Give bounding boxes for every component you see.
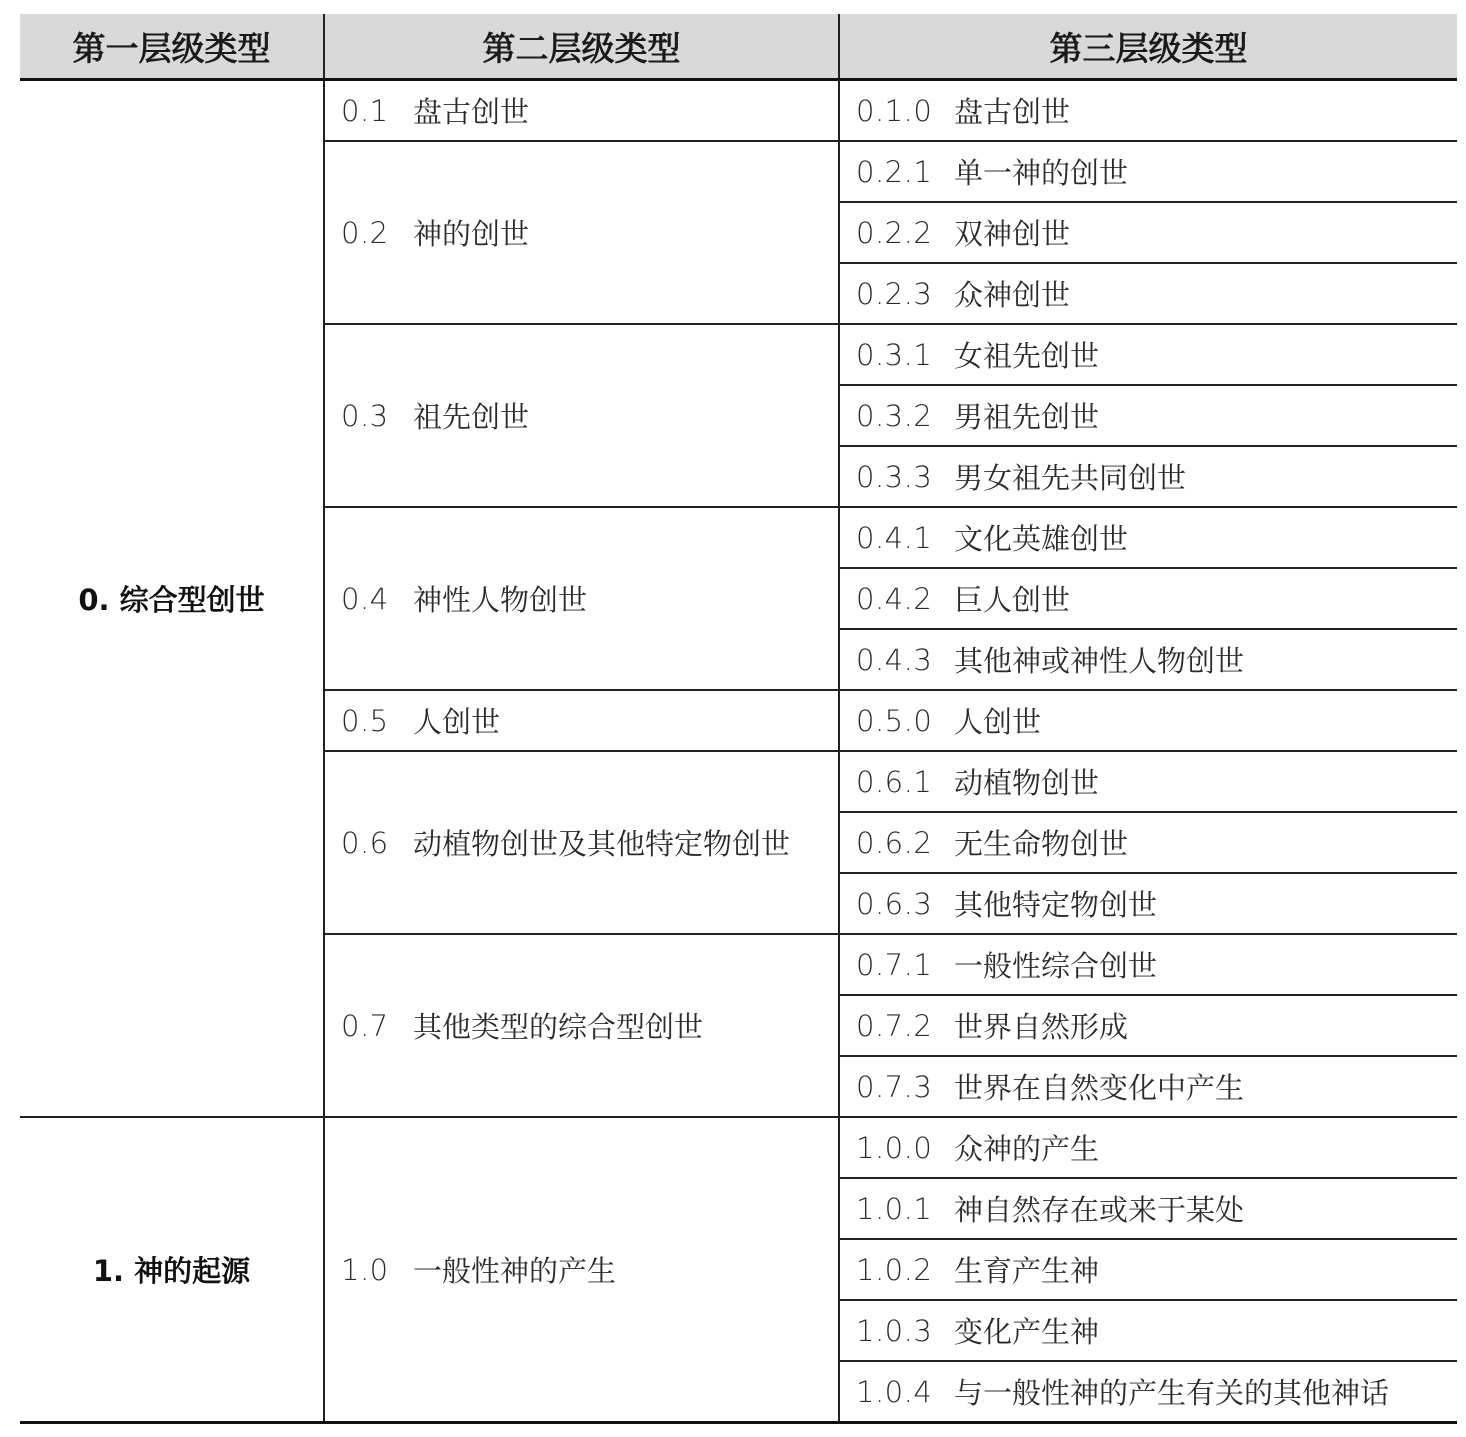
- level2-subtype-0-5: [324, 690, 839, 751]
- level2-code: 0.7: [341, 1008, 389, 1043]
- level3-code: 1.0.0: [856, 1130, 933, 1165]
- myth-type-classification-table: [20, 14, 1457, 1424]
- level2-name: 人创世: [413, 705, 501, 739]
- level2-code: 1.0: [341, 1252, 389, 1287]
- level2-subtype-0-4: [324, 507, 839, 690]
- level3-code: 0.2.2: [856, 215, 933, 250]
- header-level2: 第二层级类型: [324, 14, 839, 80]
- level2-name: 一般性神的产生: [413, 1254, 617, 1288]
- level2-subtype-0-3: [324, 324, 839, 507]
- level3-item-0-3-2: [839, 385, 1457, 446]
- level3-item-1-0-2: [839, 1239, 1457, 1300]
- level3-code: 0.3.1: [856, 337, 933, 372]
- level3-item-0-7-3: [839, 1056, 1457, 1117]
- level3-item-0-7-1: [839, 934, 1457, 995]
- level3-name: 世界在自然变化中产生: [954, 1071, 1245, 1105]
- level3-code: 0.1.0: [856, 93, 933, 128]
- header-level1: 第一层级类型: [20, 14, 324, 80]
- level2-name: 动植物创世及其他特定物创世: [413, 827, 791, 861]
- level3-name: 巨人创世: [954, 583, 1071, 617]
- level3-item-0-4-2: [839, 568, 1457, 629]
- level3-code: 0.2.1: [856, 154, 933, 189]
- level3-item-1-0-0: [839, 1117, 1457, 1178]
- level3-item-0-2-1: [839, 141, 1457, 202]
- table-row: [20, 1117, 1457, 1178]
- level2-name: 神的创世: [413, 217, 530, 251]
- level3-item-1-0-4: [839, 1361, 1457, 1423]
- table-body: [20, 80, 1457, 1423]
- level3-name: 男祖先创世: [954, 400, 1100, 434]
- level3-item-1-0-3: [839, 1300, 1457, 1361]
- level3-item-1-0-1: [839, 1178, 1457, 1239]
- level2-subtype-0-1: [324, 80, 839, 142]
- level3-item-0-6-3: [839, 873, 1457, 934]
- level3-name: 世界自然形成: [954, 1010, 1129, 1044]
- level3-code: 0.6.1: [856, 764, 933, 799]
- level2-name: 祖先创世: [413, 400, 530, 434]
- level1-category-0: 0. 综合型创世: [20, 80, 324, 1118]
- level3-code: 0.5.0: [856, 703, 933, 738]
- level3-item-0-6-2: [839, 812, 1457, 873]
- level3-code: 0.7.3: [856, 1069, 933, 1104]
- level3-code: 0.4.2: [856, 581, 933, 616]
- level3-code: 1.0.3: [856, 1313, 933, 1348]
- level3-item-0-2-2: [839, 202, 1457, 263]
- level3-name: 人创世: [954, 705, 1042, 739]
- level3-code: 0.6.3: [856, 886, 933, 921]
- level3-item-0-5-0: [839, 690, 1457, 751]
- level2-subtype-0-6: [324, 751, 839, 934]
- level3-name: 生育产生神: [954, 1254, 1100, 1288]
- level3-name: 其他特定物创世: [954, 888, 1158, 922]
- header-row: [20, 14, 1457, 80]
- level3-name: 一般性综合创世: [954, 949, 1158, 983]
- level3-code: 0.4.1: [856, 520, 933, 555]
- level3-name: 变化产生神: [954, 1315, 1100, 1349]
- level3-name: 其他神或神性人物创世: [954, 644, 1245, 678]
- level3-name: 众神创世: [954, 278, 1071, 312]
- level3-code: 0.6.2: [856, 825, 933, 860]
- level2-name: 其他类型的综合型创世: [413, 1010, 704, 1044]
- level3-code: 1.0.2: [856, 1252, 933, 1287]
- level3-item-0-3-3: [839, 446, 1457, 507]
- level3-item-0-3-1: [839, 324, 1457, 385]
- level2-code: 0.6: [341, 825, 389, 860]
- level3-name: 众神的产生: [954, 1132, 1100, 1166]
- level3-code: 0.2.3: [856, 276, 933, 311]
- level3-name: 双神创世: [954, 217, 1071, 251]
- level2-name: 神性人物创世: [413, 583, 588, 617]
- level1-category-1: 1. 神的起源: [20, 1117, 324, 1423]
- header-level3: 第三层级类型: [839, 14, 1457, 80]
- level3-item-0-7-2: [839, 995, 1457, 1056]
- level2-subtype-0-2: [324, 141, 839, 324]
- level3-code: 0.3.3: [856, 459, 933, 494]
- level3-name: 单一神的创世: [954, 156, 1129, 190]
- table-row: [20, 80, 1457, 142]
- level2-subtype-1-0: [324, 1117, 839, 1423]
- level3-item-0-6-1: [839, 751, 1457, 812]
- level3-code: 0.3.2: [856, 398, 933, 433]
- level3-code: 0.4.3: [856, 642, 933, 677]
- level2-code: 0.5: [341, 703, 389, 738]
- level2-code: 0.3: [341, 398, 389, 433]
- level3-name: 神自然存在或来于某处: [954, 1193, 1245, 1227]
- level3-name: 文化英雄创世: [954, 522, 1129, 556]
- level2-code: 0.4: [341, 581, 389, 616]
- level3-item-0-2-3: [839, 263, 1457, 324]
- level2-name: 盘古创世: [413, 95, 530, 129]
- level2-code: 0.2: [341, 215, 389, 250]
- level3-name: 女祖先创世: [954, 339, 1100, 373]
- level3-code: 1.0.1: [856, 1191, 933, 1226]
- level3-code: 0.7.1: [856, 947, 933, 982]
- level3-name: 盘古创世: [954, 95, 1071, 129]
- level3-name: 男女祖先共同创世: [954, 461, 1187, 495]
- level3-name: 无生命物创世: [954, 827, 1129, 861]
- level3-item-0-4-1: [839, 507, 1457, 568]
- level2-code: 0.1: [341, 93, 389, 128]
- level2-subtype-0-7: [324, 934, 839, 1117]
- level3-name: 动植物创世: [954, 766, 1100, 800]
- level3-code: 1.0.4: [856, 1374, 933, 1409]
- level3-name: 与一般性神的产生有关的其他神话: [954, 1376, 1390, 1410]
- level3-item-0-1-0: [839, 80, 1457, 142]
- level3-item-0-4-3: [839, 629, 1457, 690]
- level3-code: 0.7.2: [856, 1008, 933, 1043]
